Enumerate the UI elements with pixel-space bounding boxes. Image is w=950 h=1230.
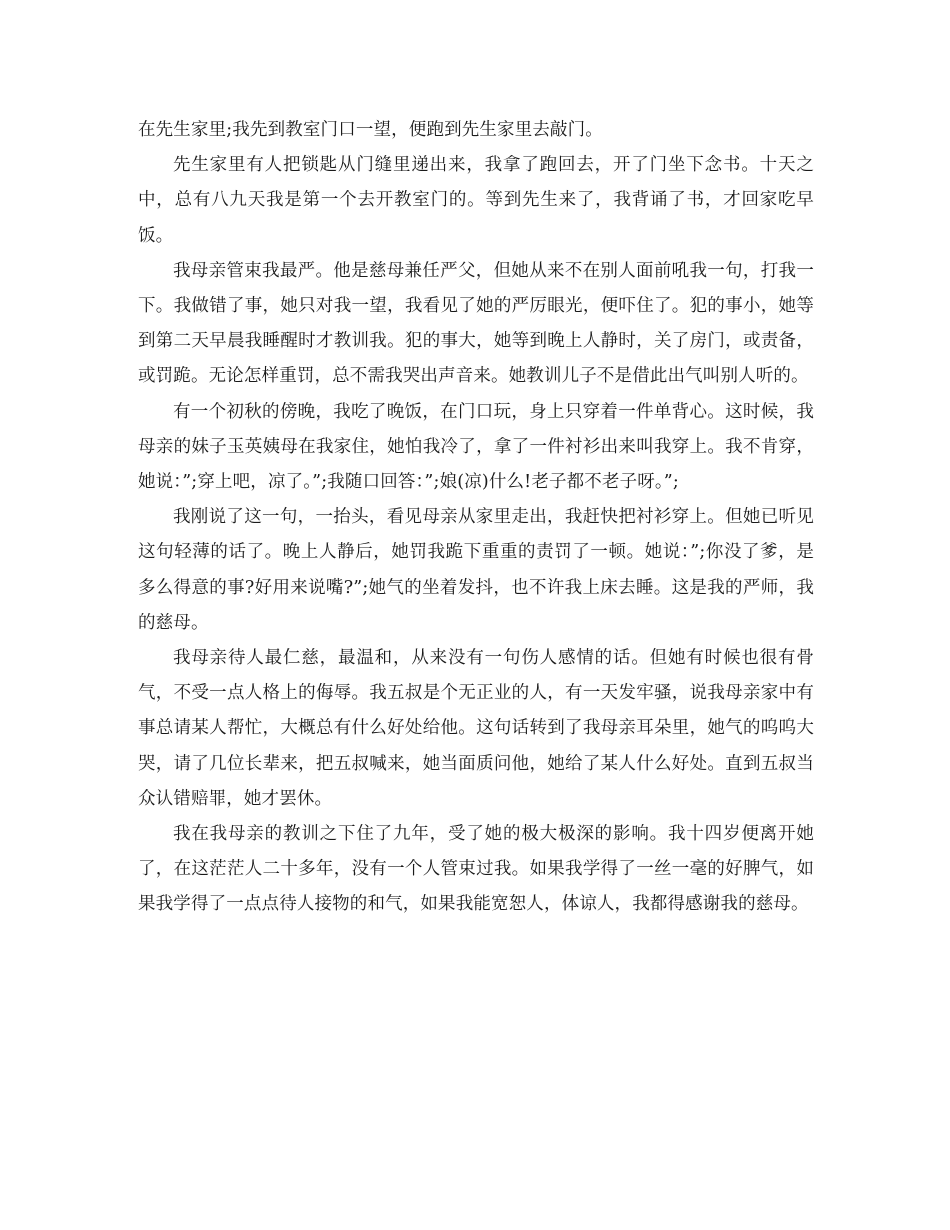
paragraph-7: 我在我母亲的教训之下住了九年，受了她的极大极深的影响。我十四岁便离开她了，在这茫茫人二十多年，没有一个人管束过我。如果我学得了一丝一毫的好脾气，如果我学得了一点点待人接物的和气，如果我能宽恕人，体谅人，我都得感谢我的慈母。 — [138, 824, 814, 915]
paragraph-2: 先生家里有人把锁匙从门缝里递出来，我拿了跑回去，开了门坐下念书。十天之中，总有八九天我是第一个去开教室门的。等到先生来了，我背诵了书，才回家吃早饭。 — [138, 155, 814, 246]
paragraph-4: 有一个初秋的傍晚，我吃了晚饭，在门口玩，身上只穿着一件单背心。这时候，我母亲的妹子玉英姨母在我家住，她怕我冷了，拿了一件衬衫出来叫我穿上。我不肯穿，她说：”;穿上吧，凉了。”;我随口回答：”;娘(凉)什么!老子都不老子呀。”; — [138, 401, 814, 493]
paragraph-5: 我刚说了这一句，一抬头，看见母亲从家里走出，我赶快把衬衫穿上。但她已听见这句轻薄的话了。晚上人静后，她罚我跪下重重的责罚了一顿。她说：”;你没了爹，是多么得意的事?好用来说嘴?”;她气的坐着发抖，也不许我上床去睡。这是我的严师，我的慈母。 — [138, 507, 814, 633]
document-body — [138, 113, 814, 923]
paragraph-1: 在先生家里;我先到教室门口一望，便跑到先生家里去敲门。 — [138, 120, 603, 140]
paragraph-3: 我母亲管束我最严。他是慈母兼任严父，但她从来不在别人面前吼我一句，打我一下。我做错了事，她只对我一望，我看见了她的严厉眼光，便吓住了。犯的事小，她等到第二天早晨我睡醒时才教训我。犯的事大，她等到晚上人静时，关了房门，或责备，或罚跪。无论怎样重罚，总不需我哭出声音来。她教训儿子不是借此出气叫别人听的。 — [138, 260, 814, 387]
paragraph-6: 我母亲待人最仁慈，最温和，从来没有一句伤人感情的话。但她有时候也很有骨气，不受一点人格上的侮辱。我五叔是个无正业的人，有一天发牢骚，说我母亲家中有事总请某人帮忙，大概总有什么好处给他。这句话转到了我母亲耳朵里，她气的呜呜大哭，请了几位长辈来，把五叔喊来，她当面质问他，她给了某人什么好处。直到五叔当众认错赔罪，她才罢休。 — [138, 648, 814, 809]
